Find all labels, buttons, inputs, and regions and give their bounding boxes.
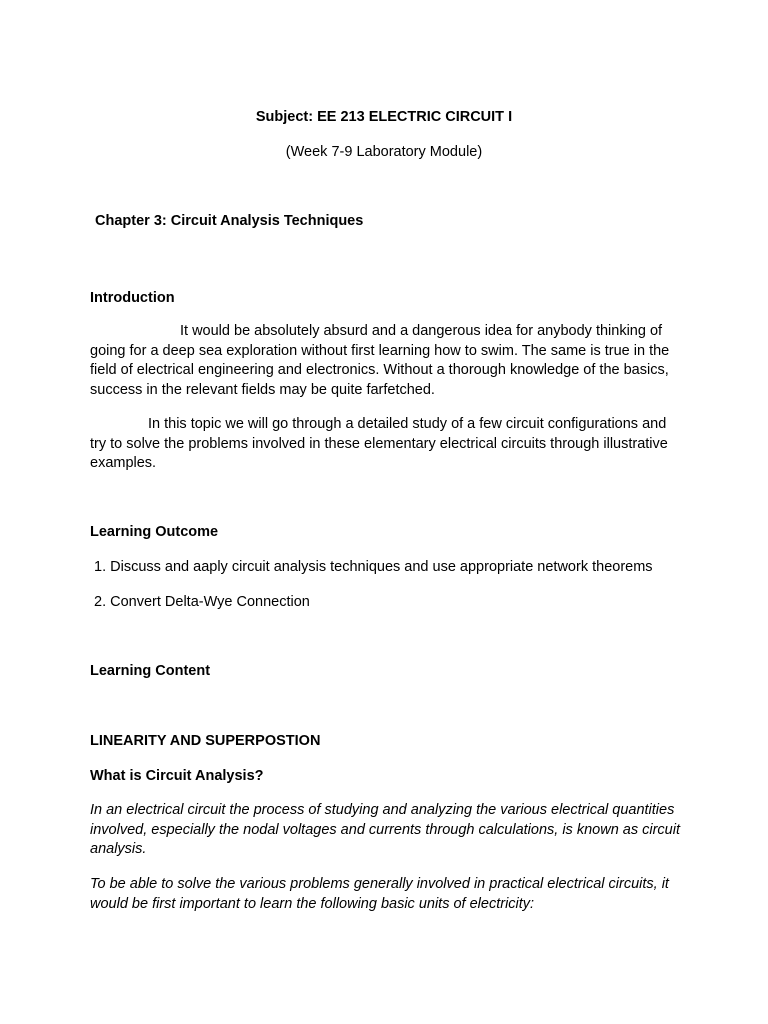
question-heading: What is Circuit Analysis? <box>90 768 264 784</box>
subject-heading: Subject: EE 213 ELECTRIC CIRCUIT I <box>255 109 513 125</box>
introduction-heading: Introduction <box>90 290 175 306</box>
module-subtitle: (Week 7-9 Laboratory Module) <box>285 144 483 160</box>
basic-units-intro: To be able to solve the various problems generally involved in practical electrical circuits, it would be first important to learn the following basic units of electricity: <box>90 876 669 912</box>
learning-outcome-heading: Learning Outcome <box>90 524 219 540</box>
introduction-paragraph-2: In this topic we will go through a detailed study of a few circuit configurations and try to solve the problems involved in these elementary electrical circuits through illustrative examples. <box>90 416 668 471</box>
chapter-title: Chapter 3: Circuit Analysis Techniques <box>95 213 364 229</box>
section-title: LINEARITY AND SUPERPOSTION <box>90 733 321 749</box>
learning-outcome-item-1: 1. Discuss and aaply circuit analysis techniques and use appropriate network theorems <box>94 559 653 575</box>
learning-outcome-item-2: 2. Convert Delta-Wye Connection <box>94 594 310 610</box>
introduction-paragraph-1: It would be absolutely absurd and a dangerous idea for anybody thinking of going for a deep sea exploration without first learning how to swim. The same is true in the field of electrical engineering and electronics. Without a thorough knowledge of the basics, success in the relevant fields may be quite farfetched. <box>90 323 670 398</box>
learning-content-heading: Learning Content <box>90 663 211 679</box>
circuit-analysis-definition: In an electrical circuit the process of studying and analyzing the various electrical quantities involved, especially the nodal voltages and currents through calculations, is known as circuit analysis. <box>90 802 680 857</box>
